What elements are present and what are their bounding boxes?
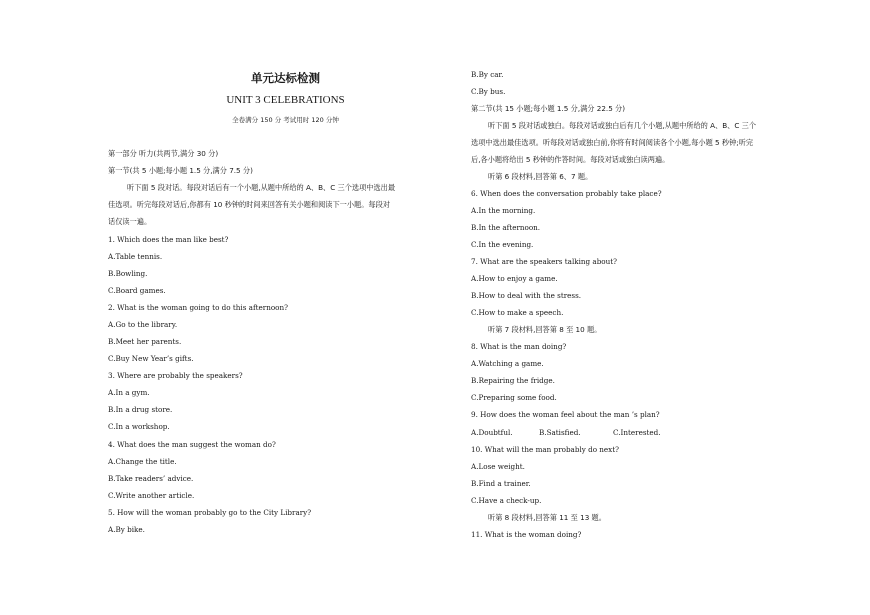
- answer-option: A.Table tennis.: [108, 252, 163, 261]
- question-stem: 3. Where are probably the speakers?: [108, 371, 243, 380]
- instruction-line: 选项中选出最佳选项。听每段对话或独白前,你将有时间阅读各个小题,每小题 5 秒钟;听完: [471, 138, 754, 147]
- instruction-line: 话仅读一遍。: [108, 217, 152, 226]
- score-info: 全卷满分 150 分 考试用时 120 分钟: [232, 116, 339, 124]
- part-heading: 第一部分 听力(共两节,满分 30 分): [108, 149, 219, 158]
- section-heading: 第二节(共 15 小题;每小题 1.5 分,满分 22.5 分): [471, 104, 626, 113]
- answer-option: A.Doubtful.: [471, 428, 513, 437]
- answer-option: A.In the morning.: [471, 206, 536, 215]
- answer-option: B.Take readers’ advice.: [108, 474, 194, 483]
- instruction-line: 佳选项。听完每段对话后,你都有 10 秒钟的时间来回答有关小题和阅读下一小题。每段对: [108, 200, 390, 209]
- question-stem: 11. What is the woman doing?: [471, 530, 582, 539]
- answer-option: B.Find a trainer.: [471, 479, 531, 488]
- answer-option: B.Satisfied.: [539, 428, 581, 437]
- answer-option: B.In the afternoon.: [471, 223, 541, 232]
- answer-option: A.In a gym.: [108, 388, 150, 397]
- answer-option: B.How to deal with the stress.: [471, 291, 582, 300]
- question-stem: 10. What will the man probably do next?: [471, 445, 619, 454]
- answer-option: C.In the evening.: [471, 240, 534, 249]
- answer-option: C.Board games.: [108, 286, 166, 295]
- instruction-line: 听下面 5 段对话。每段对话后有一个小题,从题中所给的 A、B、C 三个选项中选出最: [127, 183, 396, 192]
- answer-option: C.In a workshop.: [108, 422, 170, 431]
- answer-option: A.Go to the library.: [108, 320, 178, 329]
- answer-option: A.Lose weight.: [471, 462, 525, 471]
- material-note: 听第 7 段材料,回答第 8 至 10 题。: [488, 325, 602, 334]
- answer-option: C.Have a check-up.: [471, 496, 542, 505]
- unit-heading: UNIT 3 CELEBRATIONS: [226, 94, 345, 106]
- instruction-line: 后,各小题将给出 5 秒钟的作答时间。每段对话或独白读两遍。: [471, 155, 670, 164]
- question-stem: 8. What is the man doing?: [471, 342, 567, 351]
- answer-option: C.Preparing some food.: [471, 393, 557, 402]
- question-stem: 2. What is the woman going to do this afternoon?: [108, 303, 288, 312]
- answer-option: B.Bowling.: [108, 269, 148, 278]
- question-stem: 6. When does the conversation probably take place?: [471, 189, 662, 198]
- instruction-line: 听下面 5 段对话或独白。每段对话或独白后有几个小题,从题中所给的 A、B、C 三个: [488, 121, 757, 130]
- question-stem: 4. What does the man suggest the woman do?: [108, 440, 276, 449]
- material-note: 听第 6 段材料,回答第 6、7 题。: [488, 172, 593, 181]
- question-stem: 5. How will the woman probably go to the City Library?: [108, 508, 312, 517]
- question-stem: 9. How does the woman feel about the man ’s plan?: [471, 410, 660, 419]
- question-stem: 1. Which does the man like best?: [108, 235, 229, 244]
- answer-option: B.Repairing the fridge.: [471, 376, 555, 385]
- question-stem: 7. What are the speakers talking about?: [471, 257, 618, 266]
- answer-option: C.How to make a speech.: [471, 308, 564, 317]
- material-note: 听第 8 段材料,回答第 11 至 13 题。: [488, 513, 606, 522]
- answer-option: A.Watching a game.: [471, 359, 544, 368]
- section-heading: 第一节(共 5 小题;每小题 1.5 分,满分 7.5 分): [108, 166, 253, 175]
- answer-option: C.Buy New Year’s gifts.: [108, 354, 194, 363]
- answer-option: A.By bike.: [108, 525, 145, 534]
- answer-option: C.Write another article.: [108, 491, 195, 500]
- answer-option: B.Meet her parents.: [108, 337, 182, 346]
- page-title: 单元达标检测: [251, 71, 320, 85]
- answer-option: C.By bus.: [471, 87, 506, 96]
- answer-option: C.Interested.: [613, 428, 661, 437]
- answer-option: B.In a drug store.: [108, 405, 173, 414]
- answer-option: A.Change the title.: [108, 457, 177, 466]
- answer-option: A.How to enjoy a game.: [471, 274, 558, 283]
- answer-option: B.By car.: [471, 70, 504, 79]
